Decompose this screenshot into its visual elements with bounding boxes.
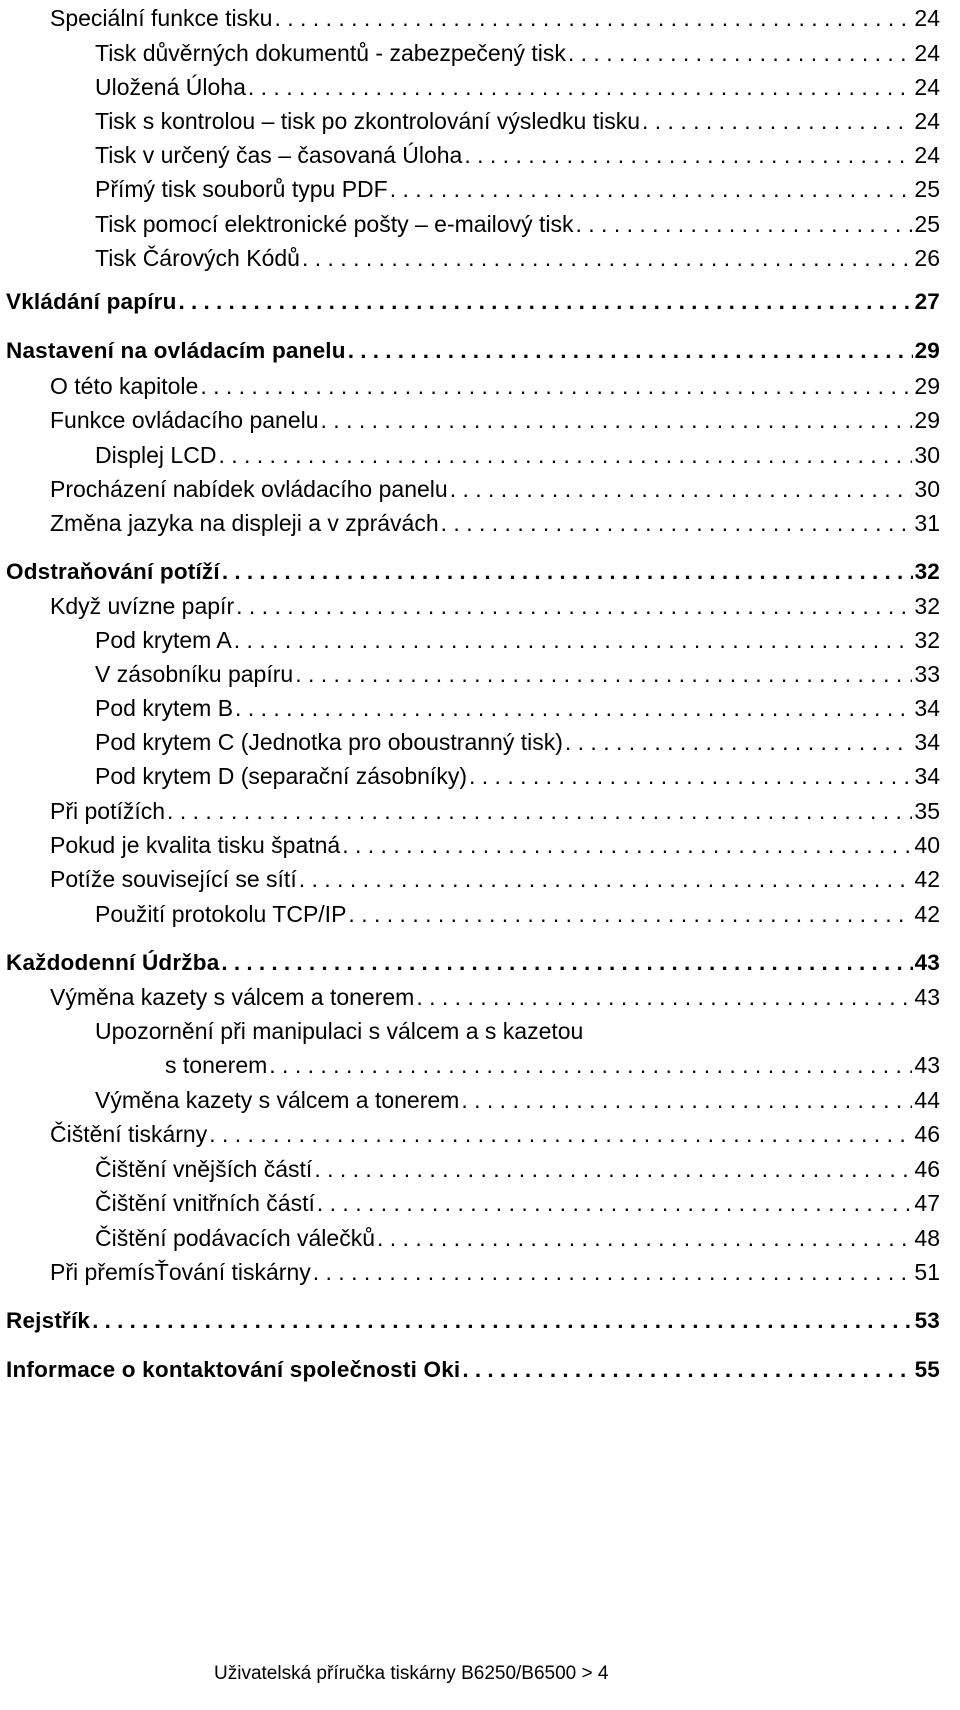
toc-dot-leader [348, 896, 912, 932]
toc-entry[interactable] [0, 793, 960, 829]
toc-dot-leader [209, 1116, 912, 1152]
toc-entry[interactable] [0, 35, 960, 71]
toc-entry-line [95, 1013, 583, 1049]
toc-entry-line [50, 588, 940, 624]
toc-entry-title: Tisk pomocí elektronické pošty – e-mailový tisk [95, 211, 574, 237]
toc-entry-title: Pokud je kvalita tisku špatná [50, 832, 341, 858]
toc-entry-line [95, 758, 940, 794]
toc-entry-line [95, 137, 940, 173]
toc-entry-title: Nastavení na ovládacím panelu [6, 338, 346, 363]
toc-entry[interactable] [0, 437, 960, 473]
toc-entry-title: Vkládání papíru [6, 289, 177, 314]
toc-dot-leader [575, 206, 912, 242]
toc-entry-title: Tisk v určený čas – časovaná Úloha [95, 142, 463, 168]
toc-entry[interactable] [0, 588, 960, 624]
toc-dot-leader [377, 1220, 912, 1256]
toc-entry-page-number: 35 [914, 798, 940, 824]
toc-entry-page-number: 26 [914, 245, 940, 271]
toc-entry-page-number: 27 [914, 289, 940, 314]
toc-dot-leader [299, 861, 913, 897]
toc-entry-title: Použití protokolu TCP/IP [95, 901, 347, 927]
toc-entry[interactable] [0, 979, 960, 1015]
toc-entry-page-number: 55 [914, 1357, 940, 1382]
toc-entry[interactable] [0, 1303, 960, 1339]
toc-entry-line [6, 554, 940, 590]
toc-dot-leader [568, 35, 913, 71]
toc-dot-leader [269, 1047, 912, 1083]
toc-entry-title: s tonerem [165, 1052, 268, 1078]
toc-entry[interactable] [0, 240, 960, 276]
toc-dot-leader [236, 588, 912, 624]
toc-entry-line [50, 505, 940, 541]
toc-entry-line [50, 979, 940, 1015]
toc-entry-title: Procházení nabídek ovládacího panelu [50, 476, 448, 502]
toc-entry[interactable] [0, 1013, 960, 1049]
toc-entry[interactable] [0, 471, 960, 507]
toc-dot-leader [461, 1082, 912, 1118]
toc-dot-leader [248, 69, 913, 105]
toc-entry[interactable] [0, 137, 960, 173]
toc-entry-title: Upozornění při manipulaci s válcem a s kazetou [95, 1018, 584, 1044]
toc-dot-leader [314, 1151, 912, 1187]
toc-dot-leader [295, 656, 912, 692]
toc-entry[interactable] [0, 171, 960, 207]
toc-dot-leader [565, 724, 913, 760]
toc-dot-leader [92, 1303, 912, 1339]
toc-entry-title: Při přemísŤování tiskárny [50, 1259, 311, 1285]
toc-entry[interactable] [0, 1047, 960, 1083]
toc-entry-page-number: 24 [914, 142, 940, 168]
toc-entry-title: Tisk Čárových Kódů [95, 245, 300, 271]
toc-entry-line [95, 622, 940, 658]
toc-dot-leader [167, 793, 912, 829]
toc-entry-page-number: 29 [914, 407, 940, 433]
toc-dot-leader [441, 505, 913, 541]
toc-entry-title: Pod krytem D (separační zásobníky) [95, 763, 467, 789]
toc-entry-title: Displej LCD [95, 442, 217, 468]
toc-entry[interactable] [0, 827, 960, 863]
toc-entry-title: Funkce ovládacího panelu [50, 407, 319, 433]
toc-entry[interactable] [0, 1116, 960, 1152]
toc-entry-line [50, 793, 940, 829]
toc-entry-line [50, 368, 940, 404]
toc-entry-page-number: 34 [914, 695, 940, 721]
toc-entry-line [50, 0, 940, 36]
toc-entry-page-number: 53 [914, 1308, 940, 1333]
toc-dot-leader [200, 368, 912, 404]
toc-entry-page-number: 24 [914, 5, 940, 31]
toc-entry[interactable] [0, 206, 960, 242]
toc-entry-line [6, 945, 940, 981]
toc-entry[interactable] [0, 284, 960, 320]
toc-entry-title: Čištění vnitřních částí [95, 1190, 315, 1216]
toc-entry-page-number: 29 [914, 338, 940, 363]
toc-dot-leader [221, 945, 912, 981]
toc-dot-leader [234, 622, 913, 658]
toc-entry-page-number: 44 [914, 1087, 940, 1113]
toc-entry[interactable] [0, 69, 960, 105]
toc-entry-line [95, 1185, 940, 1221]
toc-dot-leader [348, 333, 913, 369]
toc-entry[interactable] [0, 656, 960, 692]
toc-entry[interactable] [0, 945, 960, 981]
toc-entry-line [50, 827, 940, 863]
toc-entry-title: O této kapitole [50, 373, 199, 399]
toc-entry-page-number: 34 [914, 763, 940, 789]
toc-entry[interactable] [0, 402, 960, 438]
toc-entry-line [95, 171, 940, 207]
page-footer: Uživatelská příručka tiskárny B6250/B6500 > 4 [214, 1663, 609, 1684]
toc-dot-leader [222, 554, 913, 590]
toc-entry[interactable] [0, 622, 960, 658]
toc-entry-page-number: 25 [914, 176, 940, 202]
toc-dot-leader [416, 979, 912, 1015]
toc-dot-leader [642, 103, 912, 139]
toc-entry-title: Pod krytem B [95, 695, 234, 721]
toc-entry[interactable] [0, 1254, 960, 1290]
toc-entry-line [50, 471, 940, 507]
toc-entry-line [95, 437, 940, 473]
toc-entry-page-number: 24 [914, 40, 940, 66]
toc-entry[interactable] [0, 505, 960, 541]
toc-entry-line [6, 333, 940, 369]
toc-entry-page-number: 30 [914, 442, 940, 468]
toc-entry-title: Uložená Úloha [95, 74, 246, 100]
toc-entry-title: Výměna kazety s válcem a tonerem [50, 984, 415, 1010]
toc-entry[interactable] [0, 1220, 960, 1256]
toc-entry-page-number: 47 [914, 1190, 940, 1216]
toc-entry-title: Rejstřík [6, 1308, 91, 1333]
toc-dot-leader [274, 0, 912, 36]
toc-entry-page-number: 40 [914, 832, 940, 858]
toc-entry-page-number: 25 [914, 211, 940, 237]
toc-entry-page-number: 48 [914, 1225, 940, 1251]
toc-dot-leader [313, 1254, 913, 1290]
toc-entry-page-number: 31 [914, 510, 940, 536]
toc-entry-page-number: 24 [914, 74, 940, 100]
toc-dot-leader [464, 137, 912, 173]
toc-entry-title: Čištění tiskárny [50, 1121, 208, 1147]
toc-dot-leader [321, 402, 913, 438]
toc-entry-line [95, 690, 940, 726]
toc-entry-title: Přímý tisk souborů typu PDF [95, 176, 388, 202]
toc-entry[interactable] [0, 368, 960, 404]
toc-entry-page-number: 32 [914, 559, 940, 584]
toc-entry[interactable] [0, 690, 960, 726]
toc-entry-page-number: 43 [914, 984, 940, 1010]
toc-entry-title: V zásobníku papíru [95, 661, 294, 687]
toc-entry-page-number: 30 [914, 476, 940, 502]
toc-entry-title: Při potížích [50, 798, 166, 824]
toc-entry-page-number: 32 [914, 593, 940, 619]
toc-entry-line [95, 1151, 940, 1187]
toc-entry-page-number: 32 [914, 627, 940, 653]
toc-entry[interactable] [0, 1185, 960, 1221]
toc-entry-line [95, 724, 940, 760]
toc-entry-line [95, 656, 940, 692]
toc-entry-line [6, 1352, 940, 1388]
toc-entry-title: Informace o kontaktování společnosti Oki [6, 1357, 461, 1382]
toc-dot-leader [462, 1352, 912, 1388]
toc-entry-page-number: 29 [914, 373, 940, 399]
toc-dot-leader [235, 690, 912, 726]
toc-entry-page-number: 42 [914, 866, 940, 892]
toc-entry-page-number: 46 [914, 1121, 940, 1147]
toc-entry[interactable] [0, 554, 960, 590]
toc-entry-line [95, 69, 940, 105]
toc-entry-line [50, 1254, 940, 1290]
toc-entry-title: Potíže související se sítí [50, 866, 297, 892]
toc-entry-title: Když uvízne papír [50, 593, 235, 619]
toc-entry-title: Změna jazyka na displeji a v zprávách [50, 510, 439, 536]
toc-entry-line [95, 896, 940, 932]
toc-entry[interactable] [0, 861, 960, 897]
toc-entry[interactable] [0, 1352, 960, 1388]
toc-entry-page-number: 42 [914, 901, 940, 927]
toc-dot-leader [317, 1185, 913, 1221]
toc-entry-line [95, 1220, 940, 1256]
toc-entry-page-number: 51 [914, 1259, 940, 1285]
toc-entry[interactable] [0, 724, 960, 760]
toc-entry-line [50, 1116, 940, 1152]
toc-dot-leader [469, 758, 912, 794]
toc-entry[interactable] [0, 896, 960, 932]
toc-dot-leader [302, 240, 912, 276]
toc-entry-line [95, 206, 940, 242]
toc-entry-title: Pod krytem A [95, 627, 232, 653]
toc-entry-line [95, 1082, 940, 1118]
toc-entry-page-number: 46 [914, 1156, 940, 1182]
toc-entry-line [95, 103, 940, 139]
toc-entry-title: Pod krytem C (Jednotka pro oboustranný tisk) [95, 729, 563, 755]
toc-entry-title: Každodenní Údržba [6, 950, 220, 975]
toc-entry-title: Tisk důvěrných dokumentů - zabezpečený tisk [95, 40, 566, 66]
toc-dot-leader [218, 437, 912, 473]
toc-entry-title: Čištění podávacích válečků [95, 1225, 375, 1251]
toc-entry-page-number: 33 [914, 661, 940, 687]
toc-entry-title: Tisk s kontrolou – tisk po zkontrolování výsledku tisku [95, 108, 640, 134]
toc-entry-line [6, 284, 940, 320]
toc-entry-page-number: 24 [914, 108, 940, 134]
toc-entry-page-number: 43 [914, 950, 940, 975]
toc-dot-leader [390, 171, 913, 207]
toc-entry-line [50, 402, 940, 438]
toc-entry-line [95, 240, 940, 276]
toc-entry-title: Speciální funkce tisku [50, 5, 273, 31]
toc-dot-leader [179, 284, 913, 320]
toc-entry-page-number: 43 [914, 1052, 940, 1078]
toc-entry-line [50, 861, 940, 897]
toc-entry-title: Odstraňování potíží [6, 559, 220, 584]
toc-entry[interactable] [0, 0, 960, 36]
toc-entry-line [165, 1047, 940, 1083]
toc-entry[interactable] [0, 758, 960, 794]
toc-entry-title: Výměna kazety s válcem a tonerem [95, 1087, 460, 1113]
toc-dot-leader [342, 827, 912, 863]
toc-entry-page-number: 34 [914, 729, 940, 755]
toc-entry-line [6, 1303, 940, 1339]
toc-dot-leader [450, 471, 913, 507]
toc-entry[interactable] [0, 1151, 960, 1187]
toc-entry[interactable] [0, 1082, 960, 1118]
toc-entry-line [95, 35, 940, 71]
toc-entry-title: Čištění vnějších částí [95, 1156, 313, 1182]
toc-entry[interactable] [0, 103, 960, 139]
toc-entry[interactable] [0, 333, 960, 369]
